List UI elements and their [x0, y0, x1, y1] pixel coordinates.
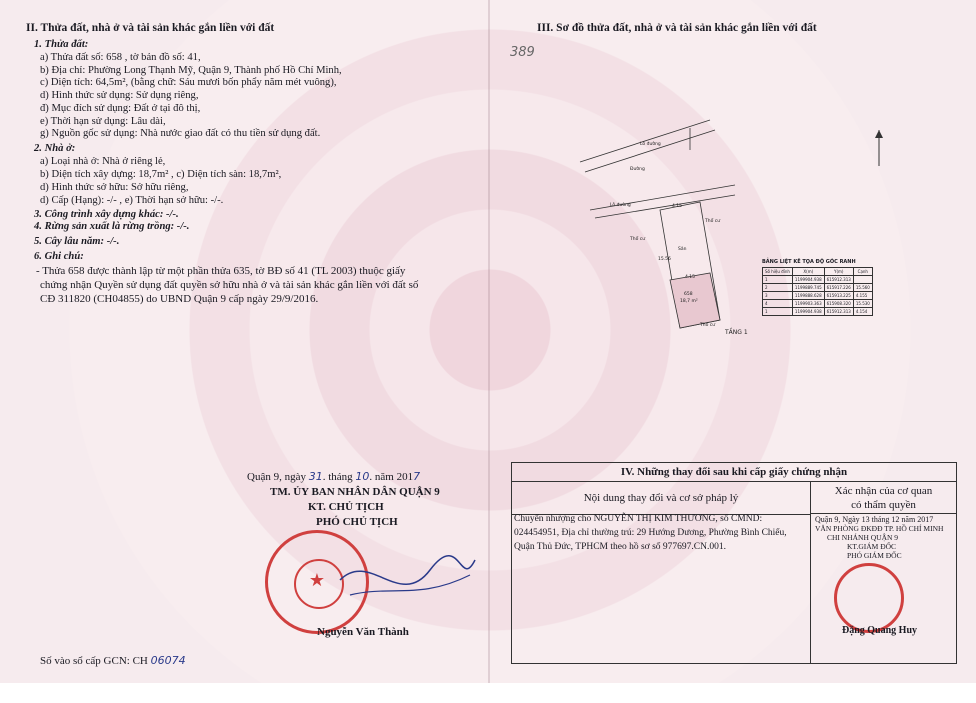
map-dim-side: 15.56: [658, 257, 671, 262]
coord-cell: 15.560: [853, 284, 872, 292]
coord-table-wrap: [762, 267, 873, 316]
coord-row: [763, 308, 873, 316]
coord-cell: 1199889.745: [792, 284, 824, 292]
map-neighbor-label-3: Thổ cư: [700, 323, 716, 328]
authority-name: TM. ỦY BAN NHÂN DÂN QUẬN 9: [270, 486, 440, 498]
land-line: đ) Mục đích sử dụng: Đất ở tại đô thị,: [40, 102, 201, 114]
map-floor-label: TẦNG 1: [725, 329, 748, 336]
confirm-line: KT.GIÁM ĐỐC: [847, 542, 897, 551]
land-line: c) Diện tích: 64,5m², (bằng chữ: Sáu mươi bốn phẩy năm mét vuông),: [40, 77, 337, 89]
official-seal-stamp: ★: [265, 530, 369, 634]
changes-col-confirm-header: Xác nhận của cơ quan có thẩm quyền: [811, 482, 956, 514]
confirm-date: Quận 9, Ngày 13 tháng 12 năm 2017: [815, 515, 934, 524]
coord-cell: 615913.225: [824, 292, 853, 300]
section-3-title: III. Sơ đồ thửa đất, nhà ở và tài sản khác gắn liền với đất: [537, 22, 817, 34]
coord-cell: 615908.320: [824, 300, 853, 308]
house-line: b) Diện tích xây dựng: 18,7m² , c) Diện tích sàn: 18,7m²,: [40, 169, 282, 180]
issue-month: 10: [355, 470, 370, 483]
change-line: 024454951, Địa chỉ thường trú: 29 Hướng Dương, Phường Bình Chiểu,: [514, 528, 787, 538]
coord-cell: 1: [763, 276, 793, 284]
map-neighbor-label-1: Thổ cư: [630, 237, 646, 242]
coord-cell: 4: [763, 300, 793, 308]
coord-header: Cạnh: [853, 268, 872, 276]
coord-row: [763, 300, 873, 308]
changes-divider: [810, 514, 811, 663]
registry-number: Số vào sổ cấp GCN: CH 06074: [40, 654, 186, 667]
section-2-title: II. Thửa đất, nhà ở và tài sản khác gắn liền với đất: [26, 22, 275, 34]
house-line: a) Loại nhà ở: Nhà ở riêng lẻ,: [40, 156, 166, 167]
house-line: d) Hình thức sở hữu: Sở hữu riêng,: [40, 182, 189, 193]
bottom-strip: [0, 683, 976, 703]
confirm-line: PHÓ GIÁM ĐỐC: [847, 551, 902, 560]
coord-cell: 1199888.628: [792, 292, 824, 300]
page-fold: [488, 0, 490, 703]
coord-row: [763, 284, 873, 292]
coord-cell: 1199903.363: [792, 300, 824, 308]
changes-table: [511, 462, 957, 664]
land-line: e) Thời hạn sử dụng: Lâu dài,: [40, 115, 166, 127]
other-construction: 3. Công trình xây dựng khác: -/-.: [34, 209, 179, 220]
land-line: g) Nguồn gốc sử dụng: Nhà nước giao đất có thu tiền sử dụng đất.: [40, 128, 321, 140]
coord-header: Y(m): [824, 268, 853, 276]
changes-col-content-header: Nội dung thay đổi và cơ sở pháp lý: [512, 482, 811, 515]
coord-cell: [853, 276, 872, 284]
map-house-label: Sân: [678, 247, 687, 252]
parcel-diagram: [560, 110, 760, 340]
map-area-label: 18,7 m²: [680, 299, 698, 304]
land-title: 1. Thửa đất:: [34, 39, 89, 50]
coord-cell: 15.530: [853, 300, 872, 308]
coord-cell: 4.155: [853, 292, 872, 300]
issue-date: Quận 9, ngày 31. tháng 10. năm 2017: [247, 470, 421, 483]
issue-day: 31: [308, 470, 323, 483]
coord-header: X(m): [792, 268, 824, 276]
map-dim-top: 4.15: [672, 204, 683, 209]
confirm-line: VĂN PHÒNG ĐKĐĐ TP. HỒ CHÍ MINH: [815, 524, 944, 533]
map-road-label-1: Lô đường: [640, 142, 661, 147]
coord-cell: 615912.313: [824, 276, 853, 284]
map-parcel-no: 658: [684, 292, 693, 297]
signer-name: Nguyễn Văn Thành: [317, 626, 409, 638]
coord-header: Số hiệu đỉnh: [763, 268, 793, 276]
coord-cell: 3: [763, 292, 793, 300]
note-line: chứng nhận Quyền sử dụng đất quyền sở hữu nhà ở và tài sản khác gắn liền với đất số: [40, 279, 419, 291]
land-line: d) Hình thức sử dụng: Sử dụng riêng,: [40, 90, 199, 102]
confirm-line: CHI NHÁNH QUẬN 9: [827, 533, 899, 542]
coord-cell: 4.154: [853, 308, 872, 316]
change-line: Quận Thủ Đức, TPHCM theo hồ sơ số 977697.CN.001.: [514, 542, 726, 552]
coord-cell: 2: [763, 284, 793, 292]
map-road-label-3: Lô đường: [610, 203, 631, 208]
north-arrow-icon: [872, 128, 886, 168]
map-dim-mid: 4.15: [685, 275, 696, 280]
map-road-label-2: Đường: [630, 167, 645, 172]
map-neighbor-label-2: Thổ cư: [705, 219, 721, 224]
house-title: 2. Nhà ở:: [34, 143, 76, 154]
coord-cell: 1199904.938: [792, 276, 824, 284]
coordinate-table: [762, 267, 873, 316]
authority-deputy: PHÓ CHỦ TỊCH: [316, 516, 398, 528]
authority-role: KT. CHỦ TỊCH: [308, 501, 384, 513]
coord-cell: 1199904.938: [792, 308, 824, 316]
perennial-trees: 5. Cây lâu năm: -/-.: [34, 236, 120, 247]
house-line: d) Cấp (Hạng): -/- , e) Thời hạn sở hữu: -/-.: [40, 195, 224, 206]
note-line: CĐ 311820 (CH04855) do UBND Quận 9 cấp ngày 29/9/2016.: [40, 293, 319, 305]
production-forest: 4. Rừng sản xuất là rừng trồng: -/-.: [34, 221, 190, 232]
coord-cell: 615917.226: [824, 284, 853, 292]
signature-mark: [330, 540, 480, 620]
coord-row: [763, 292, 873, 300]
change-line: Chuyển nhượng cho NGUYỄN THỊ KIM THƯƠNG, số CMND:: [514, 514, 763, 524]
office-seal-stamp: [834, 563, 904, 633]
confirm-signer: Đặng Quang Huy: [842, 625, 918, 636]
land-line: a) Thửa đất số: 658 , tờ bản đồ số: 41,: [40, 52, 201, 63]
coord-cell: 1: [763, 308, 793, 316]
coord-cell: 615912.313: [824, 308, 853, 316]
coord-row: [763, 276, 873, 284]
changes-title: IV. Những thay đổi sau khi cấp giấy chứng nhận: [512, 463, 956, 482]
land-line: b) Địa chỉ: Phường Long Thạnh Mỹ, Quận 9, Thành phố Hồ Chí Minh,: [40, 64, 342, 76]
coord-table-title: BẢNG LIỆT KÊ TỌA ĐỘ GÓC RANH: [762, 259, 856, 265]
note-title: 6. Ghi chú:: [34, 251, 84, 262]
note-line: - Thửa 658 được thành lập từ một phần thửa 635, tờ BĐ số 41 (TL 2003) thuộc giấy: [36, 265, 406, 277]
handwritten-number: 389: [510, 45, 535, 60]
